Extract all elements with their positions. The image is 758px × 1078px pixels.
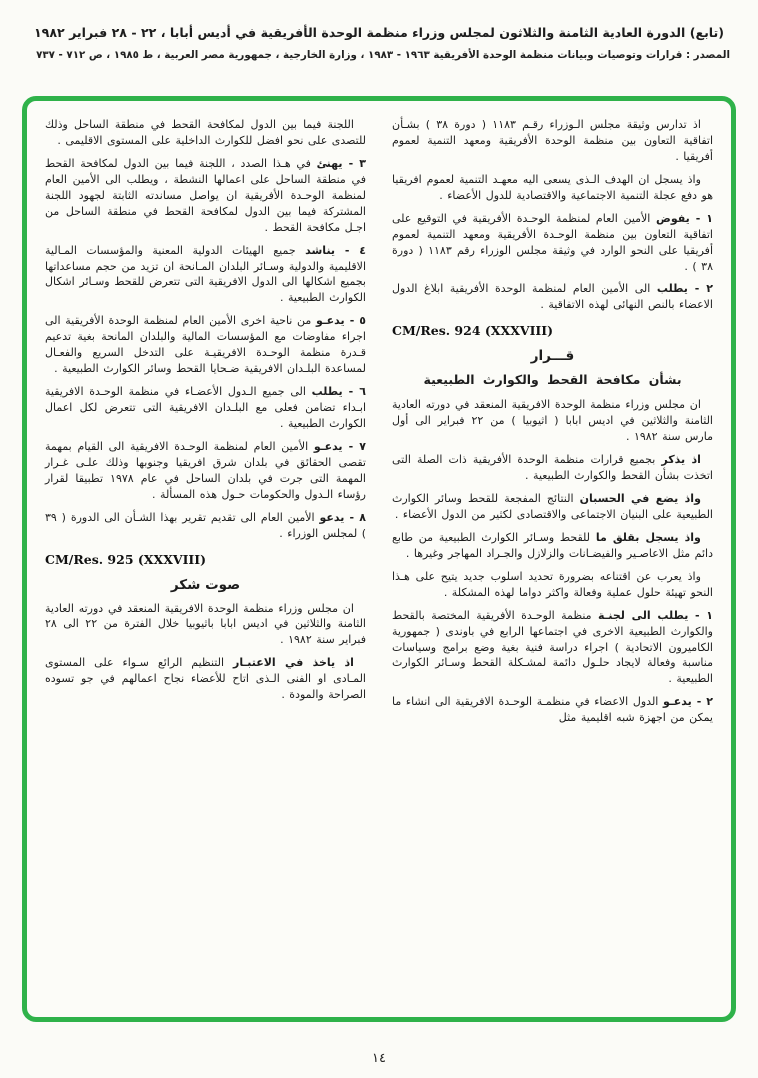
- operative-word: يدعـو: [316, 314, 345, 328]
- paragraph: ان مجلس وزراء منظمة الوحدة الافريقية المنعقد في دورته العادية الثامنة والثلاثين في اديس ابابا ( اثيوبيا ) من ٢٢ فبراير الى أول مارس سنة ١٩٨٢ .: [392, 398, 713, 444]
- paragraph: اذ ياخذ في الاعتبـار التنظيم الرائع سـواء على المستوى المـادى او الفنى الـذى اتاح للأعضاء نجاح اعمالهم في جو تسوده الصراحة والمودة .: [45, 656, 366, 702]
- operative-word: اذ ياخذ في الاعتبـار: [232, 656, 354, 670]
- item-number: ٢ -: [691, 695, 713, 709]
- item-number: ٢ -: [687, 282, 713, 296]
- operative-word: يطلب: [656, 282, 688, 296]
- item-number: ١ -: [689, 211, 713, 225]
- section-heading: قـــرار: [530, 348, 575, 365]
- resolution-code: CM/Res. 925 (XXXVIII): [45, 551, 207, 567]
- page-number: ١٤: [372, 1051, 386, 1066]
- paragraph: واذ يعرب عن اقتناعه بضرورة تحديد اسلوب جديد يتيح على هـذا النحو تهيئة حلول عملية وفعالة واكثر دواما لهذه المشكلة .: [392, 569, 713, 599]
- operative-word: يدعـو: [663, 695, 692, 709]
- operative-word: اذ يذكر: [661, 453, 701, 467]
- paragraph: ١ - يفوض الأمين العام لمنظمة الوحـدة الأفريقية في التوقيع على اتفاقية التعاون بين منظمة الوحـدة الأفريقية ومعهد التنمية لعموم أفريقيا على النحو الوارد في وثيقة مجلس الوزراء رقم ١١٨٣ ( دورة ٣٨ ) .: [392, 211, 713, 273]
- operative-word: يطلب: [311, 385, 343, 399]
- column-left: [45, 117, 366, 1003]
- item-number: ١ -: [688, 608, 713, 622]
- item-number: ٦ -: [342, 385, 366, 399]
- operative-word: يدعو: [319, 510, 345, 524]
- operative-word: يناشد: [305, 243, 336, 257]
- operative-word: واذ يضع في الحسبان: [579, 492, 701, 505]
- item-number: ٧ -: [342, 439, 366, 453]
- paragraph: اذ يذكر بجميع قرارات منظمة الوحدة الأفريقية ذات الصلة التى اتخذت بشأن القحط والكوارث الطبيعية .: [392, 453, 713, 483]
- operative-word: يفوض: [656, 211, 690, 225]
- section-subheading: بشأن مكافحة القحط والكوارث الطبيعية: [423, 372, 682, 388]
- paragraph: ٤ - يناشد جميع الهيئات الدولية المعنية والمؤسسات المـالية الاقليمية والدولية وسـائر البلدان المـانحة ان تزيد من حجم مساعداتها بجميع اشكالها الى الدول الافريقية التى تتعرض للقحط وسـائر اشكال الكوارث الطبيعية .: [45, 243, 366, 305]
- paragraph: اللجنة فيما بين الدول لمكافحة القحط في منطقة الساحل وذلك للتصدى على نحو افضل للكوارث الداخلية على المستوى الاقليمى .: [45, 118, 366, 147]
- operative-word: يطلب الى لجنـة: [597, 608, 689, 622]
- paragraph: ٢ - يدعـو الدول الاعضاء في منظمـة الوحـدة الافريقية الى انشاء ما يمكن من اجهزة شبه اقليمية مثل: [392, 695, 713, 725]
- paragraph: ٧ - يدعـو الأمين العام لمنظمة الوحـدة الافريقية الى القيام بمهمة تقصى الحقائق في بلدان شرق افريقيا وجنوبها وذلك علـى غـرار المهمة التى جرت في بلدان الساحل في عام ١٩٧٨ تطبيقا لقرار رؤساء الـدول والحكومات حـول هذه المسألة .: [45, 439, 366, 501]
- paragraph: واذ يسجل بقلق ما للقحط وسـائر الكوارث الطبيعية من طابع دائم مثل الاعاصـير والفيضـانات والزلازل والجـراد المهاجر وغيرها .: [392, 530, 713, 560]
- two-column-layout: [45, 117, 713, 1003]
- paragraph: اذ تدارس وثيقة مجلس الـوزراء رقـم ١١٨٣ ( دورة ٣٨ ) بشـأن اتفاقية التعاون بين منظمة الوحدة الأفريقية ومعهد التنمية لعموم أفريقيا .: [392, 118, 713, 163]
- item-number: ٣ -: [342, 156, 366, 170]
- operative-word: واذ يسجل بقلق ما: [595, 530, 701, 544]
- operative-word: يدعـو: [313, 439, 343, 453]
- paragraph: واذ يسجل ان الهدف الـذى يسعى اليه معهـد التنمية لعموم افريقيا هو دفع عجلة التنمية الاجتماعية والاقتصادية للدول الأعضاء .: [392, 172, 713, 202]
- content-frame: [22, 96, 736, 1022]
- paragraph: ان مجلس وزراء منظمة الوحدة الافريقية المنعقد في دورته العادية الثامنة والثلاثين في اديس ابابا باثيوبيا خلال الفترة من ٢٢ الى ٢٨ فبراير سنة ١٩٨٢ .: [45, 601, 366, 647]
- paragraph: ٣ - يهنئ في هـذا الصدد ، اللجنة فيما بين الدول لمكافحة القحط في منطقة الساحل على اعمالها النشطة ، ويطلب الى الأمين العام لمنظمة الوحـدة الأفريقية ان يواصل مساندته الثابتة لجهود اللجنة المشتركة فيما بين الدول لمكافحة القحط في منطقة الساحل من اجـل مكافحة القحط .: [45, 156, 366, 234]
- resolution-code: CM/Res. 924 (XXXVIII): [392, 323, 554, 339]
- column-right: [392, 117, 713, 1003]
- document-title: (تابع) الدورة العادية الثامنة والثلاثون لمجلس وزراء منظمة الوحدة الأفريقية في أديس أبابا ، ٢٢ - ٢٨ فبراير ١٩٨٢: [33, 25, 725, 40]
- paragraph: ٢ - يطلب الى الأمين العام لمنظمة الوحدة الأفريقية ابلاغ الدول الاعضاء بالنص النهائى لهذه الاتفاقية .: [392, 282, 713, 312]
- document-header: [0, 0, 758, 64]
- section-heading: صوت شكر: [170, 576, 241, 593]
- paragraph: ٨ - يدعو الأمين العام الى تقديم تقرير بهذا الشـأن الى الدورة ( ٣٩ ) لمجلس الوزراء .: [45, 510, 366, 540]
- document-source: المصدر : قرارات وتوصيات وبيانات منظمة الوحدة الأفريقية ١٩٦٣ - ١٩٨٣ ، وزارة الخارجية ، جمهورية مصر العربية ، ط ١٩٨٥ ، ص ٧١٢ - ٧٣٧: [36, 49, 730, 62]
- item-number: ٥ -: [344, 314, 366, 328]
- paragraph: ٦ - يطلب الى جميع الـدول الأعضـاء في منظمة الوحـدة الافريقية ابـداء تضامن فعلى مع البلـدان الافريقية التى تتعرض لكل اعمال الكوارث الطبيعية .: [45, 385, 366, 430]
- operative-word: يهنئ: [316, 156, 343, 170]
- paragraph: ٥ - يدعـو من ناحية اخرى الأمين العام لمنظمة الوحدة الأفريقية الى اجراء مفاوضات مع المؤسسات المالية والبلدان المانحة بغية تدعيم قـدرة منظمة الوحـدة الافريقيـة على التدخل السريع والفعـال لمساعدة البلـدان الافريقية ضـحايا القحط وسائر الكوارث الطبيعية .: [45, 314, 366, 376]
- item-number: ٤ -: [335, 243, 366, 257]
- paragraph: واذ يضع في الحسبان النتائج المفجعة للقحط وسائر الكوارث الطبيعية على البنيان الاجتماعى والاقتصادى لكثير من الدول الأعضاء .: [392, 492, 713, 521]
- item-number: ٨ -: [344, 510, 366, 524]
- paragraph: ١ - يطلب الى لجنـة منظمة الوحـدة الأفريقية المختصة بالقحط والكوارث الطبيعية الاخرى في اجتماعها الرابع في باوندى ( جمهورية الكاميرون الاتحادية ) اجراء دراسة فنية بغية وضع برامج وسياسات مناسبة وفعالة لايجاد حلـول دائمة لمشـكلة القحط وسـائر الكوارث الطبيعية .: [392, 608, 713, 686]
